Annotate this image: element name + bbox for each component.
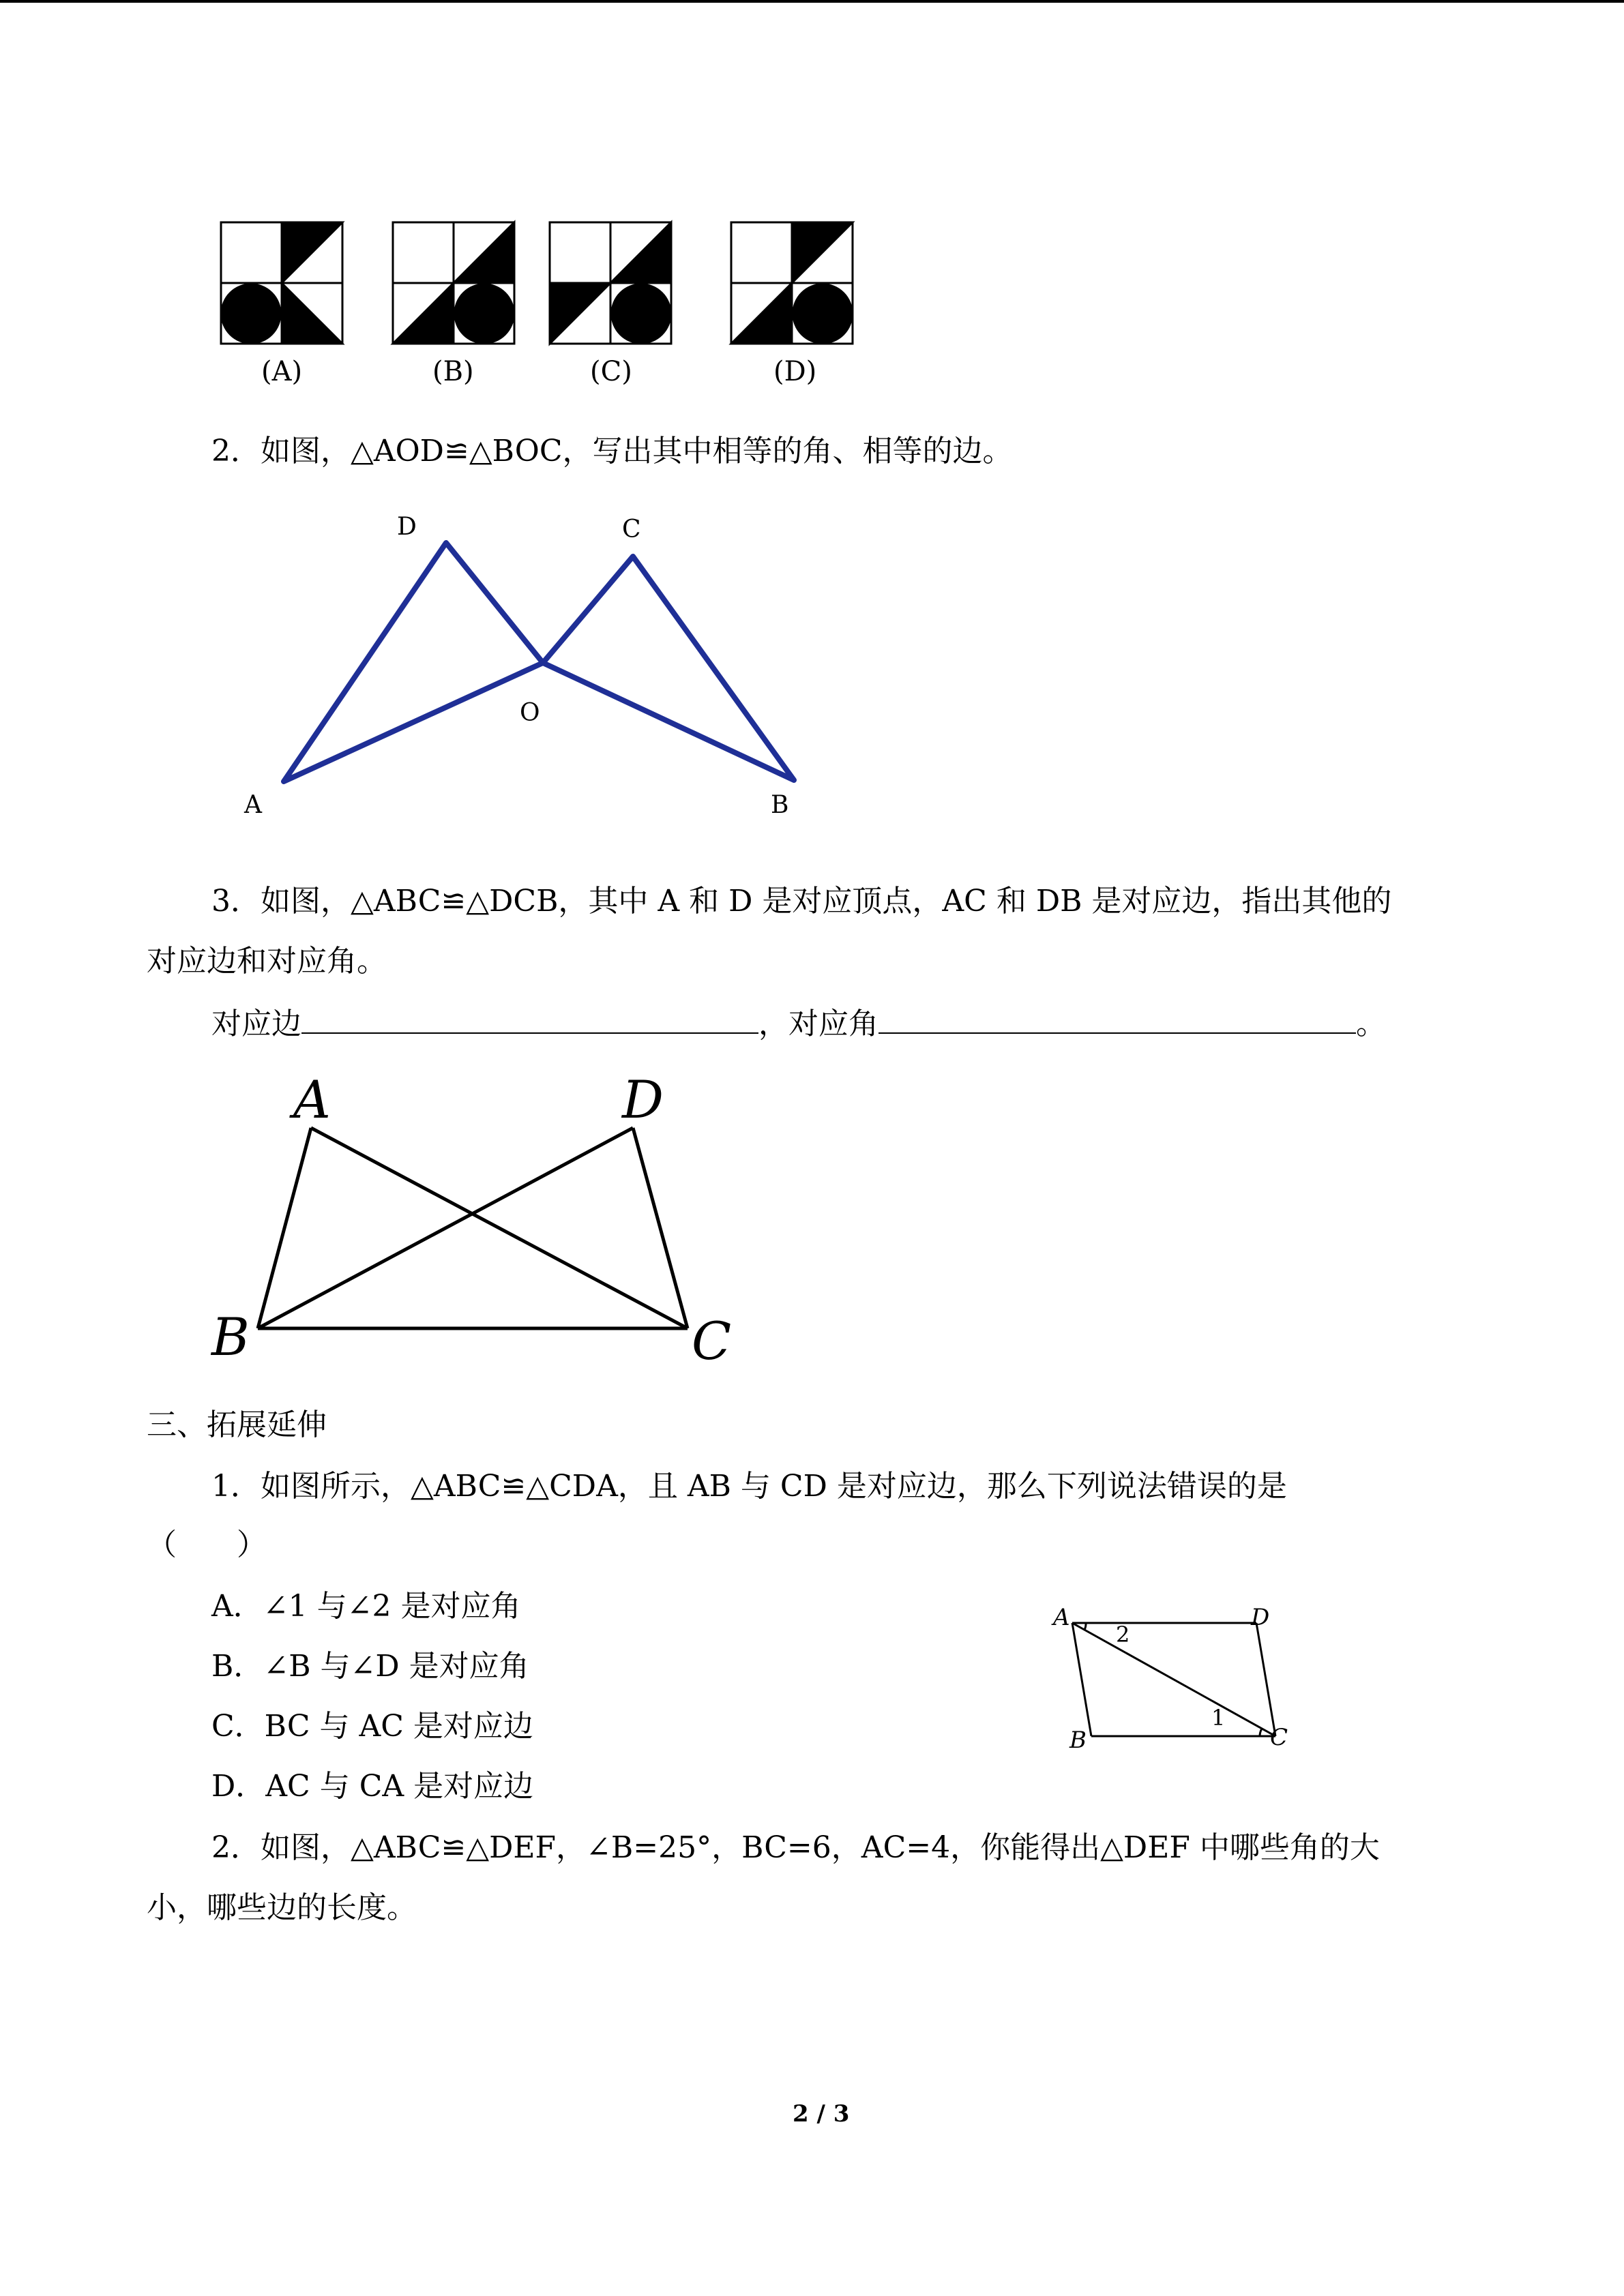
figure-abc-dcb	[246, 1118, 709, 1350]
option-label-b: (B)	[432, 356, 474, 387]
section3-question-2-line-2: 小，哪些边的长度。	[147, 1890, 417, 1925]
page-number: 2 / 3	[793, 2100, 850, 2128]
section3-question-2-line-1: 2．如图，△ABC≌△DEF，∠B=25°，BC=6，AC=4，你能得出△DEF 中哪些角的大	[211, 1830, 1380, 1865]
answer-end: 。	[1356, 1007, 1386, 1041]
figure-option-a	[221, 222, 342, 344]
answer-label-angles: ，对应角	[758, 1007, 879, 1041]
figure-option-c	[550, 222, 671, 344]
question-3-answer-line	[211, 1001, 1386, 1045]
point-label-b-q4: B	[1069, 1727, 1087, 1754]
question-3-line-2: 对应边和对应角。	[147, 944, 387, 979]
option-figures	[205, 211, 873, 355]
section3-question-1-line-1: 1．如图所示，△ABC≌△CDA，且 AB 与 CD 是对应边，那么下列说法错误的是	[211, 1469, 1287, 1504]
point-label-o: O	[520, 699, 540, 727]
option-label-a: (A)	[261, 356, 303, 387]
answer-blank-sides[interactable]	[301, 1001, 758, 1034]
top-border	[0, 0, 1624, 3]
answer-blank-angles[interactable]	[879, 1001, 1356, 1034]
point-label-b-q3: B	[211, 1307, 250, 1367]
point-label-b: B	[771, 791, 789, 819]
option-label-d: (D)	[773, 356, 817, 387]
figure-option-b	[393, 222, 514, 344]
triangle-aod	[284, 543, 543, 781]
figure-aod-boc	[232, 505, 846, 832]
answer-label-sides: 对应边	[211, 1007, 301, 1041]
point-label-a-q4: A	[1053, 1604, 1070, 1631]
option-label-c: (C)	[590, 356, 632, 387]
choice-d[interactable]: D．AC 与 CA 是对应边	[211, 1769, 534, 1804]
angle-label-1: 1	[1211, 1705, 1226, 1731]
point-label-d: D	[397, 513, 417, 541]
figure-option-d	[731, 222, 853, 344]
choice-a[interactable]: A．∠1 与∠2 是对应角	[211, 1589, 521, 1624]
angle-label-2: 2	[1116, 1622, 1130, 1648]
question-2-text: 2．如图，△AOD≌△BOC，写出其中相等的角、相等的边。	[211, 434, 1013, 468]
point-label-c-q4: C	[1270, 1724, 1288, 1751]
triangle-boc	[543, 556, 794, 780]
point-label-d-q3: D	[622, 1069, 664, 1130]
point-label-d-q4: D	[1251, 1604, 1270, 1631]
point-label-c: C	[622, 516, 641, 543]
point-label-c-q3: C	[692, 1311, 732, 1371]
choice-c[interactable]: C．BC 与 AC 是对应边	[211, 1709, 533, 1744]
point-label-a-q3: A	[293, 1069, 331, 1130]
question-3-line-1: 3．如图，△ABC≌△DCB，其中 A 和 D 是对应顶点，AC 和 DB 是对应边，指出其他的	[211, 884, 1392, 919]
choice-b[interactable]: B．∠B 与∠D 是对应角	[211, 1649, 529, 1684]
section3-question-1-bracket: （ ）	[147, 1527, 267, 1562]
section-3-heading: 三、拓展延伸	[147, 1407, 327, 1442]
point-label-a: A	[244, 791, 262, 819]
